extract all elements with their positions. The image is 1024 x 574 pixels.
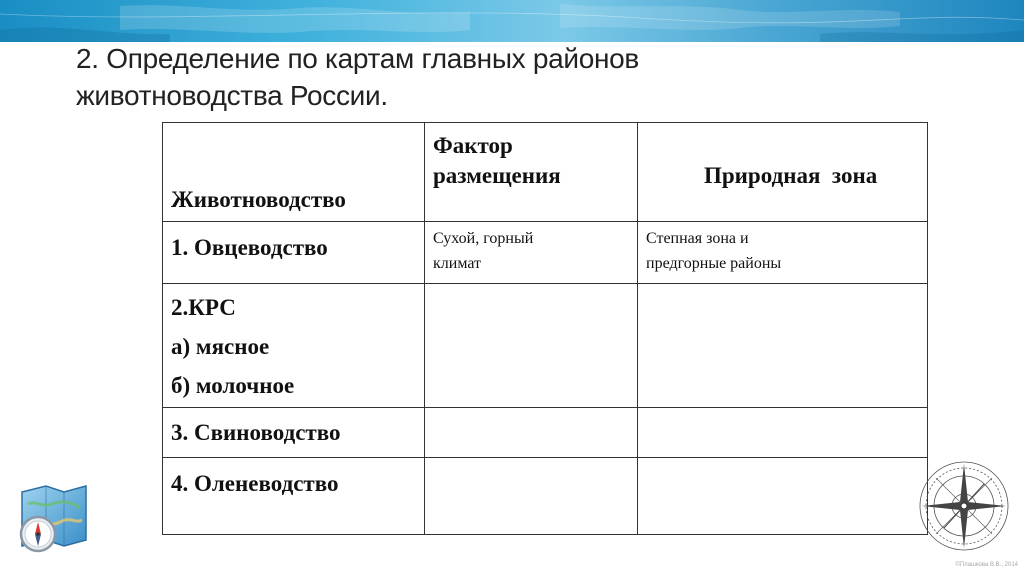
row-1-zone-line-2: предгорные районы [646,255,782,272]
row-2-factor [425,284,638,408]
copyright-credit: ©Плашкова В.В., 2014 [955,562,1018,568]
row-3-category-line-1: 3. Свиноводство [171,420,341,445]
header-livestock [163,123,425,222]
row-1-category-line-1: 1. Овцеводство [171,235,328,260]
header-factor-line-1: Фактор [433,133,513,158]
row-2-category [163,284,425,408]
row-1-zone-line-1: Степная зона и [646,230,749,247]
slide-title-line-1: 2. Определение по картам главных районов [76,43,639,74]
row-1-zone [638,222,928,284]
row-4-category [163,458,425,535]
row-1-factor [425,222,638,284]
table-header-row [163,123,928,222]
table-row [163,284,928,408]
row-1-factor-line-1: Сухой, горный [433,230,534,247]
row-2-category-line-1: 2.КРС [171,295,236,320]
row-3-zone [638,408,928,458]
livestock-table [162,122,928,535]
table-row [163,222,928,284]
table-row [163,458,928,535]
row-4-factor [425,458,638,535]
top-banner [0,0,1024,42]
row-4-category-line-1: 4. Оленеводство [171,471,339,496]
table-row [163,408,928,458]
row-3-factor [425,408,638,458]
header-factor-line-2: размещения [433,163,561,188]
row-4-zone [638,458,928,535]
slide-title-line-2: животноводства России. [76,80,388,111]
header-natural-zone-text: Природная зона [704,163,878,188]
slide-title [76,40,796,114]
compass-rose-icon [914,456,1014,556]
map-with-compass-icon [12,478,92,558]
header-placement-factor [425,123,638,222]
header-livestock-text: Животноводство [171,187,346,212]
row-1-factor-line-2: климат [433,255,482,272]
header-natural-zone [638,123,928,222]
row-2-category-line-3: б) молочное [171,373,295,398]
row-1-category [163,222,425,284]
row-3-category [163,408,425,458]
banner-map-pattern [0,0,1024,42]
row-2-zone [638,284,928,408]
row-2-category-line-2: а) мясное [171,334,270,359]
